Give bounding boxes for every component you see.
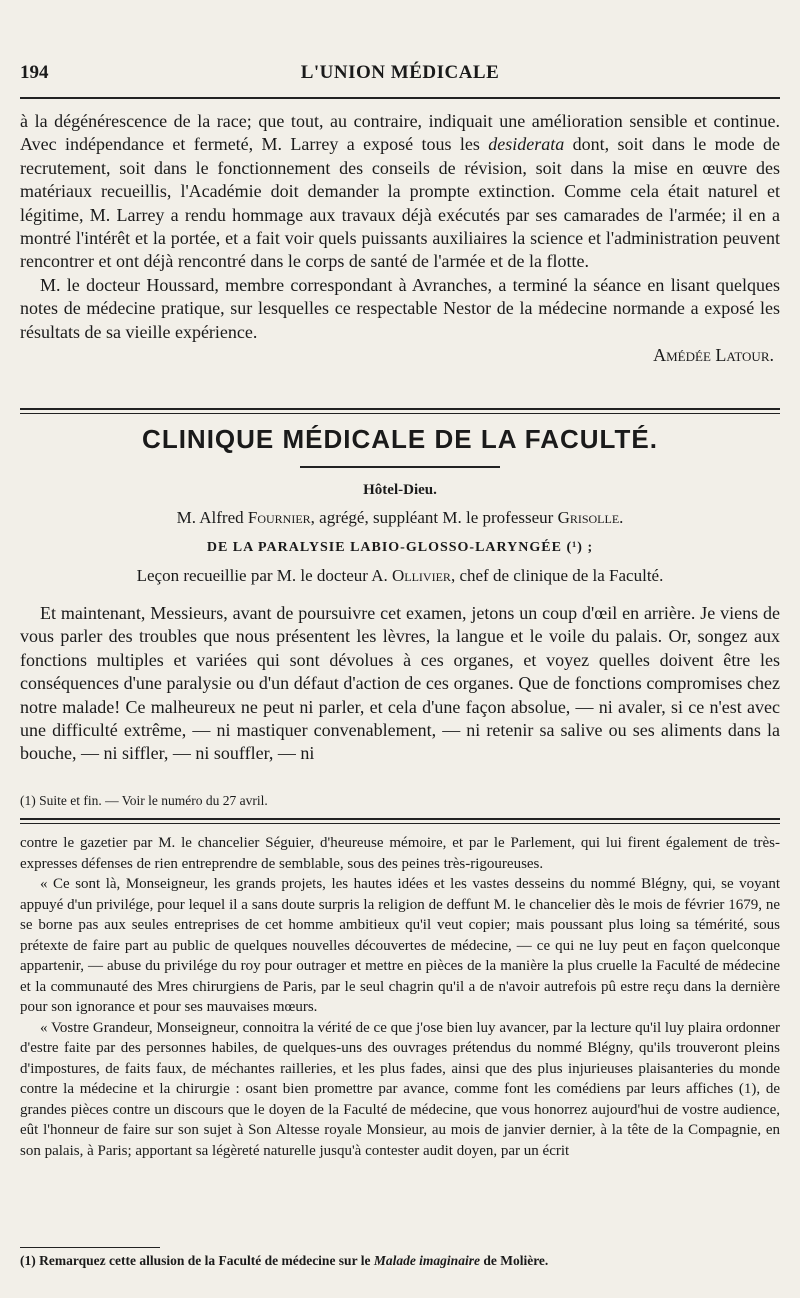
desiderata-italic: desiderata bbox=[488, 134, 565, 155]
feuilleton-paragraph-1: contre le gazetier par M. le chancelier Séguier, d'heureuse mémoire, et par le Parlement, qui lui firent également de très-expresses défenses de rien entreprendre de semblable, sous des peines très-rigoureuses. bbox=[20, 835, 780, 872]
signature: Amédée Latour. bbox=[653, 345, 774, 366]
title-short-rule bbox=[300, 466, 500, 468]
intro-paragraph-2: M. le docteur Houssard, membre correspondant à Avranches, a terminé la séance en lisant quelques notes de médecine pratique, sur lesquelles ce respectable Nestor de la médecine normande a exposé les résultats de sa vieille expérience. bbox=[20, 274, 780, 342]
feuilleton-text bbox=[20, 833, 780, 1161]
intro-text bbox=[20, 110, 780, 367]
feuilleton-rule-bottom bbox=[20, 823, 780, 824]
clinic-body bbox=[20, 602, 780, 766]
feuilleton-rule-top bbox=[20, 818, 780, 820]
section-rule-bottom bbox=[20, 413, 780, 414]
clinic-body-paragraph: Et maintenant, Messieurs, avant de poursuivre cet examen, jetons un coup d'œil en arrière. Je viens de vous parler des troubles que nous présentent les lèvres, la langue et le voile du palais. Or, songez aux fonctions multiples et variées qui sont dévolues à ces organes, et voyez quelles doivent être les conséquences d'une paralysie ou d'un défaut d'action de ces organes. Que de fonctions compromises chez notre malade! Ce malheureux ne peut ni parler, et cela d'une façon absolue, — ni avaler, si ce n'est avec une difficulté extrême, — ni mastiquer convenablement, — ni retenir sa salive ou ses aliments dans la bouche, — ni siffler, — ni souffler, — ni bbox=[20, 603, 780, 764]
clinic-footnote: (1) Suite et fin. — Voir le numéro du 27 avril. bbox=[20, 793, 268, 808]
feuilleton-paragraph-2: « Ce sont là, Monseigneur, les grands projets, les hautes idées et les vastes desseins du nommé Blégny, qui, se voyant appuyé d'un privilége, pour lequel il a sans doute surpris la religion de deffunt M. le chancelier dès le mois de février 1679, ne se borne pas aux seules entreprises de cet homme ambitieux qu'il veut copier; mais poussant plus loing sa témérité, sous prétexte de faire part au public de quelques nouvelles découvertes de médecine, — ce qui ne luy peut en façon quelconque appartenir, — abuse du privilége du roy pour outrager et mettre en pièces de la manière la plus cruelle la Faculté de médecine et la communauté des Mres chirurgiens de Paris, par le seul chagrin qu'il a de n'avoir autrefois pû estre reçu dans la dernière pour son ignorance et pour ses mauvaises mœurs. bbox=[20, 876, 780, 1015]
header-rule bbox=[20, 97, 780, 99]
running-title: L'UNION MÉDICALE bbox=[300, 62, 500, 83]
page-number: 194 bbox=[20, 62, 49, 83]
clinic-title: CLINIQUE MÉDICALE DE LA FACULTÉ. bbox=[142, 424, 658, 454]
feuilleton-paragraph-3: « Vostre Grandeur, Monseigneur, connoitra la vérité de ce que j'ose bien luy avancer, par la lecture qu'il luy plaira ordonner d'estre faite par des personnes habiles, de quelques-uns des ouvrages prétendus du nommé Blégny, qu'ils trouveront pleins d'impostures, de faits faux, de méchantes railleries, et les plus fades, ainsi que des plus injurieuses plaisanteries du monde contre la médecine et la chirurgie : osant bien promettre par avance, comme font les comédiens par leurs affiches (1), de grandes pièces contre un discours que le doyen de la Faculté de médecine, que vous honorrez aujourd'hui de vostre audience, eût l'honneur de faire sur son sujet à Son Altesse royale Monsieur, au mois de janvier dernier, à la tête de la Compagnie, en son palais, à Paris; apportant sa légèreté naturelle jusqu'à contester audit doyen, par un écrit bbox=[20, 1019, 780, 1159]
recorded-by-line: Leçon recueillie par M. le docteur A. Ollivier, chef de clinique de la Faculté. bbox=[136, 566, 664, 585]
page-header bbox=[20, 62, 780, 92]
intro-paragraph-1: à la dégénérescence de la race; que tout, au contraire, indiquait une amélioration sensible et continue. Avec indépendance et fermeté, M. Larrey a exposé tous les desiderata dont, soit dans le mode de recrutement, soit dans le fonctionnement des conseils de révision, soit dans la mise en œuvre des matériaux recueillis, l'Académie doit demander la prompte extinction. Comme cela était naturel et légitime, M. Larrey a rendu hommage aux travaux déjà exécutés par ses camarades de l'armée; il en a montré l'intérêt et la portée, et a fait voir quels puissants auxiliaires la science et l'administration peuvent rencontrer et ont déjà rencontré dans le corps de santé de l'armée et de la flotte. bbox=[20, 111, 780, 272]
hotel-dieu-heading: Hôtel-Dieu. bbox=[363, 482, 437, 498]
lecture-subject: DE LA PARALYSIE LABIO-GLOSSO-LARYNGÉE (¹) ; bbox=[206, 540, 594, 555]
feuilleton-footnote: (1) Remarquez cette allusion de la Faculté de médecine sur le Malade imaginaire de Molière. bbox=[20, 1253, 549, 1268]
footnote-rule bbox=[20, 1247, 160, 1248]
lecturer-line: M. Alfred Fournier, agrégé, suppléant M. le professeur Grisolle. bbox=[176, 508, 624, 527]
section-rule-top bbox=[20, 408, 780, 410]
